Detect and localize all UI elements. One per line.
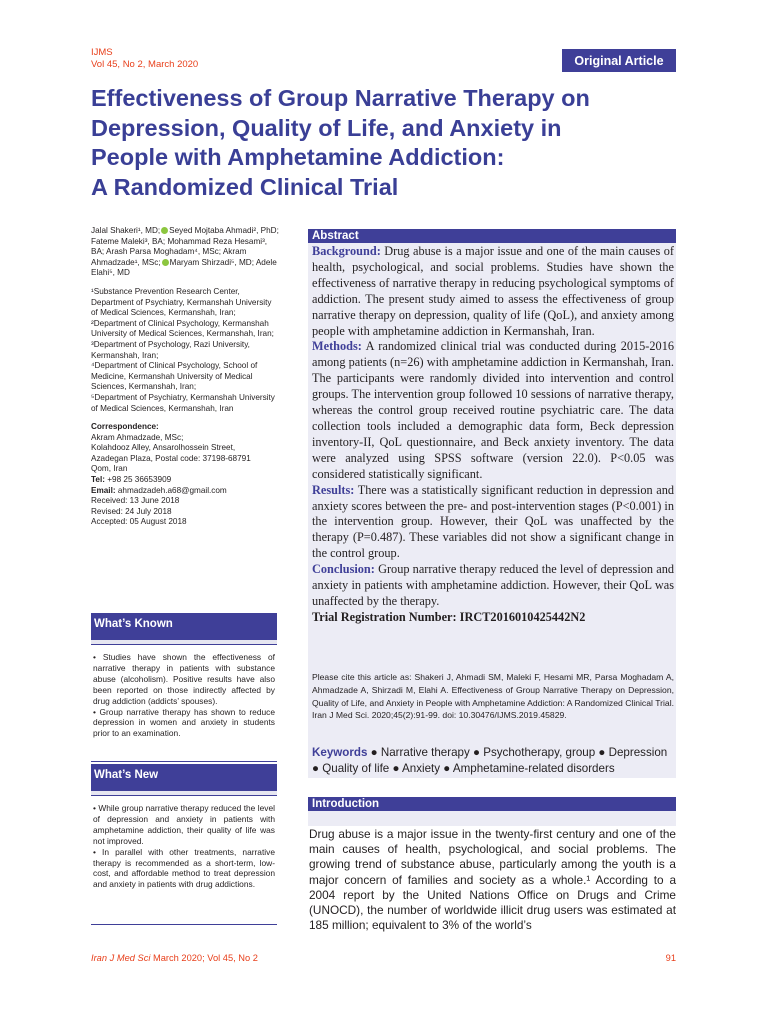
citation-note: Please cite this article as: Shakeri J, Ahmadi SM, Maleki F, Hesami MR, Parsa Moghadam A, Ahmadzade A, Shirzadi M, Elahi A. Effectiveness of Group Narrative Therapy on Depression, Quality of Life, and Anxiety in People with Amphetamine Addiction: A Randomized Clinical Trial. Iran J Med Sci. 2020;45(2):91-99. doi: 10.30476/IJMS.2019.45829. xyxy=(312,672,674,721)
whats-known-heading: What’s Known xyxy=(91,613,277,640)
affiliation-item: ⁴Department of Clinical Psychology, School of Medicine, Kermanshah University of Medical Sciences, Kermanshah, Iran; xyxy=(91,361,258,392)
title-line: Effectiveness of Group Narrative Therapy on xyxy=(91,85,590,111)
abstract-methods: Methods: A randomized clinical trial was conducted during 2015-2016 among patients (n=26) with amphetamine addiction in Kermanshah, Iran. The participants were randomly divided into intervention and control groups. The intervention group followed 10 sessions of narrative therapy, whereas the control group received routine psychiatric care. The data collection tools included a demographic data form, Beck depression inventory-II, QoL questionnaire, and Beck anxiety inventory. The data were analyzed using SPSS software (version 22.0). P<0.05 was considered statistically significant. xyxy=(312,339,674,481)
whats-new-heading: What’s New xyxy=(91,764,277,791)
trial-registration: Trial Registration Number: IRCT2016010425442N2 xyxy=(312,609,586,624)
whats-new-box xyxy=(91,795,277,925)
correspondence-tel: Tel: +98 25 36653909 xyxy=(91,475,172,485)
abstract-background: Background: Drug abuse is a major issue and one of the main causes of health, psychological, and social problems. Studies have shown the effectiveness of narrative therapy in reducing psychological symptoms of addiction. The present study aimed to assess the effectiveness of group narrative therapy on depression, quality of life (QoL), and anxiety among people with amphetamine addiction in Kermanshah, Iran. xyxy=(312,244,674,338)
article-title xyxy=(91,84,681,202)
author-info-column xyxy=(91,226,279,528)
introduction-heading: Introduction xyxy=(308,797,676,811)
orcid-icon[interactable] xyxy=(161,227,168,234)
introduction-body: Drug abuse is a major issue in the twenty-first century and one of the main causes of health, psychological, and social problems. The growing trend of substance abuse, particularly among the youth is a major concern of families and society as a whole.¹ According to a 2004 report by the United Nations Office on Drugs and Crime (UNOCD), the number of worldwide illicit drug users was estimated at 185 million; equivalent to 3% of the world’s xyxy=(309,827,676,933)
footer-citation: Iran J Med Sci March 2020; Vol 45, No 2 xyxy=(91,953,258,963)
whats-known-box xyxy=(91,644,277,762)
keywords xyxy=(312,745,676,776)
revised-date: Revised: 24 July 2018 xyxy=(91,506,172,516)
correspondence-address: Kolahdooz Alley, Ansarolhossein Street, xyxy=(91,443,236,453)
title-line: Depression, Quality of Life, and Anxiety in xyxy=(91,114,562,141)
email-link[interactable]: ahmadzadeh.a68@gmail.com xyxy=(115,485,227,495)
keywords-label: Keywords xyxy=(312,746,368,759)
accepted-date: Accepted: 05 August 2018 xyxy=(91,517,187,527)
abstract-body xyxy=(312,244,674,626)
correspondence-label: Correspondence: xyxy=(91,422,159,432)
orcid-icon[interactable] xyxy=(162,259,169,266)
list-item: • While group narrative therapy reduced the level of depression and anxiety in patients with amphetamine addiction, their quality of life was not improved. xyxy=(93,803,275,846)
journal-name: IJMS xyxy=(91,47,113,58)
abstract-heading: Abstract xyxy=(308,229,676,243)
correspondence-name: Akram Ahmadzade, MSc; xyxy=(91,432,184,442)
abstract-conclusion: Conclusion: Group narrative therapy reduced the level of depression and anxiety in patients with amphetamine addiction. However, their QoL was unaffected by the therapy. xyxy=(312,562,674,608)
list-item: • Studies have shown the effectiveness of narrative therapy in patients with substance abuse (alcoholism). Positive results have also been reported on those indirectly affected by drug addiction (addicts’ spouses). xyxy=(93,652,275,706)
journal-issue: Vol 45, No 2, March 2020 xyxy=(91,59,199,70)
affiliations xyxy=(91,287,279,414)
page-number: 91 xyxy=(665,953,676,963)
title-line: A Randomized Clinical Trial xyxy=(91,173,399,200)
author-list: Jalal Shakeri¹, MD; Seyed Mojtaba Ahmadi², PhD; Fateme Maleki³, BA; Mohammad Reza Hesami³, BA; Arash Parsa Moghadam⁴, MSc; Akram Ahmadzade¹, MSc; Maryam Shirzadi⁵, MD; Adele Elahi⁵, MD xyxy=(91,226,279,278)
affiliation-item: ³Department of Psychology, Razi University, Kermanshah, Iran; xyxy=(91,339,250,360)
affiliation-item: ¹Substance Prevention Research Center, Department of Psychiatry, Kermanshah University of Medical Sciences, Kermanshah, Iran; xyxy=(91,286,272,318)
correspondence xyxy=(91,422,279,528)
title-line: People with Amphetamine Addiction: xyxy=(91,144,505,170)
keywords-list: ● Narrative therapy ● Psychotherapy, group ● Depression ● Quality of life ● Anxiety ● Amphetamine-related disorders xyxy=(312,746,668,775)
list-item: • Group narrative therapy has shown to reduce depression in women and anxiety in students prior to an examination. xyxy=(93,706,275,739)
article-type-badge: Original Article xyxy=(562,49,676,72)
correspondence-address: Azadegan Plaza, Postal code: 37198-68791 xyxy=(91,453,251,463)
received-date: Received: 13 June 2018 xyxy=(91,496,180,506)
affiliation-item: ²Department of Clinical Psychology, Kermanshah University of Medical Sciences, Kermanshah, Iran; xyxy=(91,318,274,339)
correspondence-address: Qom, Iran xyxy=(91,464,128,474)
correspondence-email: Email: ahmadzadeh.a68@gmail.com xyxy=(91,485,227,495)
list-item: • In parallel with other treatments, narrative therapy is recommended as a short-term, low-cost, and affordable method to treat depression and anxiety in patients with drug addictions. xyxy=(93,846,275,890)
affiliation-item: ⁵Department of Psychiatry, Kermanshah University of Medical Sciences, Kermanshah, Iran xyxy=(91,392,275,413)
abstract-results: Results: There was a statistically significant reduction in depression and anxiety scores between the pre- and post-intervention stages (P<0.001) in the intervention group. However, their QoL was unaffected by the therapy (P=0.487). These variables did not show a significant change in the control group. xyxy=(312,482,674,561)
